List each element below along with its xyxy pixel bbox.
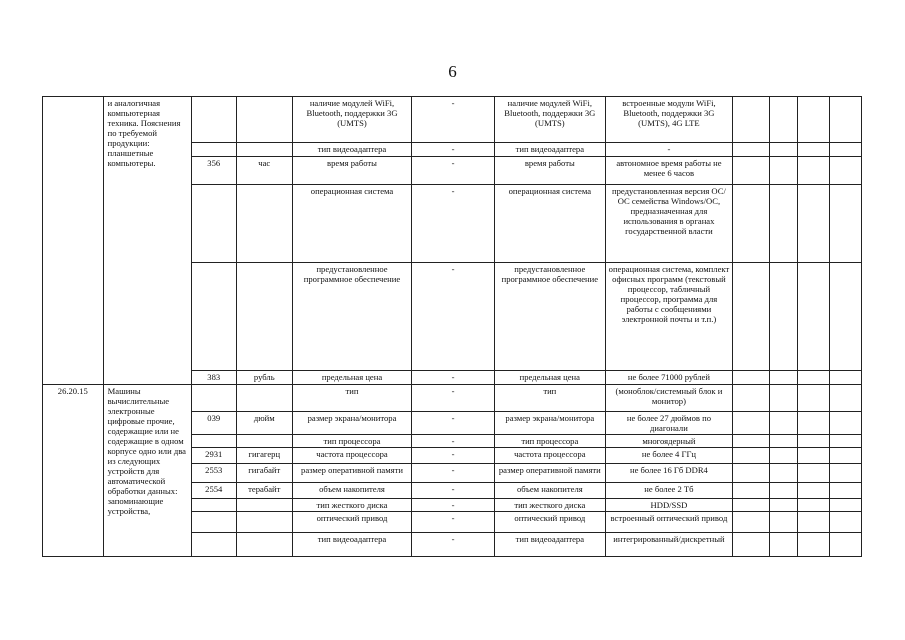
- empty-cell: [798, 512, 830, 533]
- unit-name-cell: [236, 143, 292, 157]
- value-cell: -: [605, 143, 733, 157]
- empty-cell: [798, 464, 830, 483]
- empty-cell: [770, 499, 798, 512]
- empty-cell: [830, 143, 862, 157]
- empty-cell: [830, 464, 862, 483]
- empty-cell: [733, 412, 770, 435]
- empty-cell: [798, 435, 830, 448]
- characteristic-cell: тип видеоадаптера: [292, 533, 411, 557]
- empty-cell: [770, 185, 798, 263]
- dash-cell: -: [412, 263, 495, 371]
- unit-code-cell: [191, 143, 236, 157]
- empty-cell: [770, 435, 798, 448]
- empty-cell: [830, 371, 862, 385]
- empty-cell: [733, 435, 770, 448]
- okpd-code-cell: 26.20.15: [43, 385, 104, 557]
- unit-code-cell: [191, 512, 236, 533]
- dash-cell: -: [412, 435, 495, 448]
- empty-cell: [830, 533, 862, 557]
- characteristic-cell: тип видеоадаптера: [292, 143, 411, 157]
- empty-cell: [798, 263, 830, 371]
- characteristic-copy-cell: размер экрана/монитора: [495, 412, 606, 435]
- dash-cell: -: [412, 157, 495, 185]
- empty-cell: [733, 448, 770, 464]
- dash-cell: -: [412, 512, 495, 533]
- empty-cell: [770, 143, 798, 157]
- unit-code-cell: 039: [191, 412, 236, 435]
- value-cell: не более 27 дюймов по диагонали: [605, 412, 733, 435]
- empty-cell: [733, 97, 770, 143]
- characteristic-copy-cell: тип процессора: [495, 435, 606, 448]
- empty-cell: [733, 464, 770, 483]
- empty-cell: [830, 448, 862, 464]
- unit-name-cell: час: [236, 157, 292, 185]
- empty-cell: [830, 512, 862, 533]
- product-name-cell: и аналогичная компьютерная техника. Пояснения по требуемой продукции: планшетные компьютеры.: [103, 97, 191, 385]
- characteristic-copy-cell: операционная система: [495, 185, 606, 263]
- characteristic-cell: размер экрана/монитора: [292, 412, 411, 435]
- value-cell: предустановленная версия ОС/ОС семейства Windows/ОС, предназначенная для использования в органах государственной власти: [605, 185, 733, 263]
- characteristic-copy-cell: размер оперативной памяти: [495, 464, 606, 483]
- unit-name-cell: [236, 185, 292, 263]
- empty-cell: [770, 157, 798, 185]
- unit-name-cell: гигагерц: [236, 448, 292, 464]
- table-row: [43, 97, 862, 143]
- value-cell: встроенные модули WiFi, Bluetooth, поддержки 3G (UMTS), 4G LTE: [605, 97, 733, 143]
- empty-cell: [798, 385, 830, 412]
- characteristic-copy-cell: объем накопителя: [495, 483, 606, 499]
- unit-name-cell: [236, 263, 292, 371]
- unit-name-cell: рубль: [236, 371, 292, 385]
- dash-cell: -: [412, 143, 495, 157]
- product-name-cell: Машины вычислительные электронные цифровые прочие, содержащие или не содержащие в одном корпусе одно или два из следующих устройств для автоматической обработки данных: запоминающие устройства,: [103, 385, 191, 557]
- empty-cell: [798, 157, 830, 185]
- characteristic-cell: операционная система: [292, 185, 411, 263]
- empty-cell: [798, 483, 830, 499]
- empty-cell: [733, 157, 770, 185]
- dash-cell: -: [412, 448, 495, 464]
- empty-cell: [798, 371, 830, 385]
- unit-code-cell: [191, 185, 236, 263]
- empty-cell: [733, 371, 770, 385]
- empty-cell: [733, 499, 770, 512]
- characteristic-copy-cell: тип видеоадаптера: [495, 143, 606, 157]
- value-cell: (моноблок/системный блок и монитор): [605, 385, 733, 412]
- characteristic-cell: наличие модулей WiFi, Bluetooth, поддержки 3G (UMTS): [292, 97, 411, 143]
- empty-cell: [798, 533, 830, 557]
- value-cell: автономное время работы не менее 6 часов: [605, 157, 733, 185]
- empty-cell: [770, 385, 798, 412]
- dash-cell: -: [412, 464, 495, 483]
- dash-cell: -: [412, 412, 495, 435]
- unit-name-cell: [236, 435, 292, 448]
- characteristic-copy-cell: частота процессора: [495, 448, 606, 464]
- empty-cell: [733, 185, 770, 263]
- value-cell: не более 71000 рублей: [605, 371, 733, 385]
- unit-code-cell: 2553: [191, 464, 236, 483]
- unit-name-cell: [236, 499, 292, 512]
- characteristic-cell: тип жесткого диска: [292, 499, 411, 512]
- unit-name-cell: [236, 512, 292, 533]
- unit-name-cell: терабайт: [236, 483, 292, 499]
- empty-cell: [770, 371, 798, 385]
- value-cell: не более 16 Гб DDR4: [605, 464, 733, 483]
- empty-cell: [798, 448, 830, 464]
- empty-cell: [733, 263, 770, 371]
- empty-cell: [770, 97, 798, 143]
- empty-cell: [770, 263, 798, 371]
- dash-cell: -: [412, 385, 495, 412]
- empty-cell: [798, 185, 830, 263]
- unit-name-cell: [236, 533, 292, 557]
- value-cell: интегрированный/дискретный: [605, 533, 733, 557]
- characteristic-copy-cell: оптический привод: [495, 512, 606, 533]
- empty-cell: [770, 483, 798, 499]
- value-cell: не более 4 ГГц: [605, 448, 733, 464]
- empty-cell: [770, 448, 798, 464]
- unit-code-cell: [191, 533, 236, 557]
- empty-cell: [830, 263, 862, 371]
- dash-cell: -: [412, 499, 495, 512]
- empty-cell: [733, 385, 770, 412]
- empty-cell: [770, 512, 798, 533]
- characteristic-cell: предустановленное программное обеспечение: [292, 263, 411, 371]
- empty-cell: [830, 499, 862, 512]
- empty-cell: [798, 412, 830, 435]
- dash-cell: -: [412, 483, 495, 499]
- empty-cell: [830, 385, 862, 412]
- characteristic-copy-cell: тип жесткого диска: [495, 499, 606, 512]
- characteristic-copy-cell: наличие модулей WiFi, Bluetooth, поддержки 3G (UMTS): [495, 97, 606, 143]
- unit-code-cell: 356: [191, 157, 236, 185]
- okpd-code-cell: [43, 97, 104, 385]
- page-number: 6: [448, 62, 457, 81]
- requirements-table: [42, 96, 862, 557]
- empty-cell: [770, 412, 798, 435]
- empty-cell: [830, 185, 862, 263]
- characteristic-copy-cell: предустановленное программное обеспечение: [495, 263, 606, 371]
- unit-name-cell: [236, 97, 292, 143]
- value-cell: встроенный оптический привод: [605, 512, 733, 533]
- value-cell: многоядерный: [605, 435, 733, 448]
- empty-cell: [830, 412, 862, 435]
- value-cell: HDD/SSD: [605, 499, 733, 512]
- empty-cell: [770, 533, 798, 557]
- empty-cell: [830, 483, 862, 499]
- characteristic-cell: частота процессора: [292, 448, 411, 464]
- dash-cell: -: [412, 371, 495, 385]
- characteristic-cell: тип процессора: [292, 435, 411, 448]
- characteristic-copy-cell: тип видеоадаптера: [495, 533, 606, 557]
- characteristic-cell: тип: [292, 385, 411, 412]
- unit-code-cell: [191, 97, 236, 143]
- dash-cell: -: [412, 97, 495, 143]
- value-cell: не более 2 Тб: [605, 483, 733, 499]
- characteristic-cell: оптический привод: [292, 512, 411, 533]
- empty-cell: [798, 97, 830, 143]
- value-cell: операционная система, комплект офисных программ (текстовый процессор, табличный процессор, программа для работы с сообщениями электронной почты и т.п.): [605, 263, 733, 371]
- empty-cell: [733, 512, 770, 533]
- characteristic-cell: объем накопителя: [292, 483, 411, 499]
- unit-code-cell: [191, 499, 236, 512]
- unit-code-cell: [191, 385, 236, 412]
- unit-name-cell: дюйм: [236, 412, 292, 435]
- unit-code-cell: [191, 435, 236, 448]
- unit-name-cell: [236, 385, 292, 412]
- characteristic-copy-cell: время работы: [495, 157, 606, 185]
- characteristic-cell: предельная цена: [292, 371, 411, 385]
- dash-cell: -: [412, 185, 495, 263]
- empty-cell: [830, 435, 862, 448]
- characteristic-cell: размер оперативной памяти: [292, 464, 411, 483]
- unit-code-cell: 2554: [191, 483, 236, 499]
- table-row: [43, 385, 862, 412]
- unit-name-cell: гигабайт: [236, 464, 292, 483]
- unit-code-cell: [191, 263, 236, 371]
- empty-cell: [798, 143, 830, 157]
- empty-cell: [770, 464, 798, 483]
- empty-cell: [733, 483, 770, 499]
- empty-cell: [733, 143, 770, 157]
- empty-cell: [830, 97, 862, 143]
- characteristic-copy-cell: предельная цена: [495, 371, 606, 385]
- unit-code-cell: 383: [191, 371, 236, 385]
- characteristic-copy-cell: тип: [495, 385, 606, 412]
- unit-code-cell: 2931: [191, 448, 236, 464]
- dash-cell: -: [412, 533, 495, 557]
- characteristic-cell: время работы: [292, 157, 411, 185]
- empty-cell: [798, 499, 830, 512]
- empty-cell: [733, 533, 770, 557]
- empty-cell: [830, 157, 862, 185]
